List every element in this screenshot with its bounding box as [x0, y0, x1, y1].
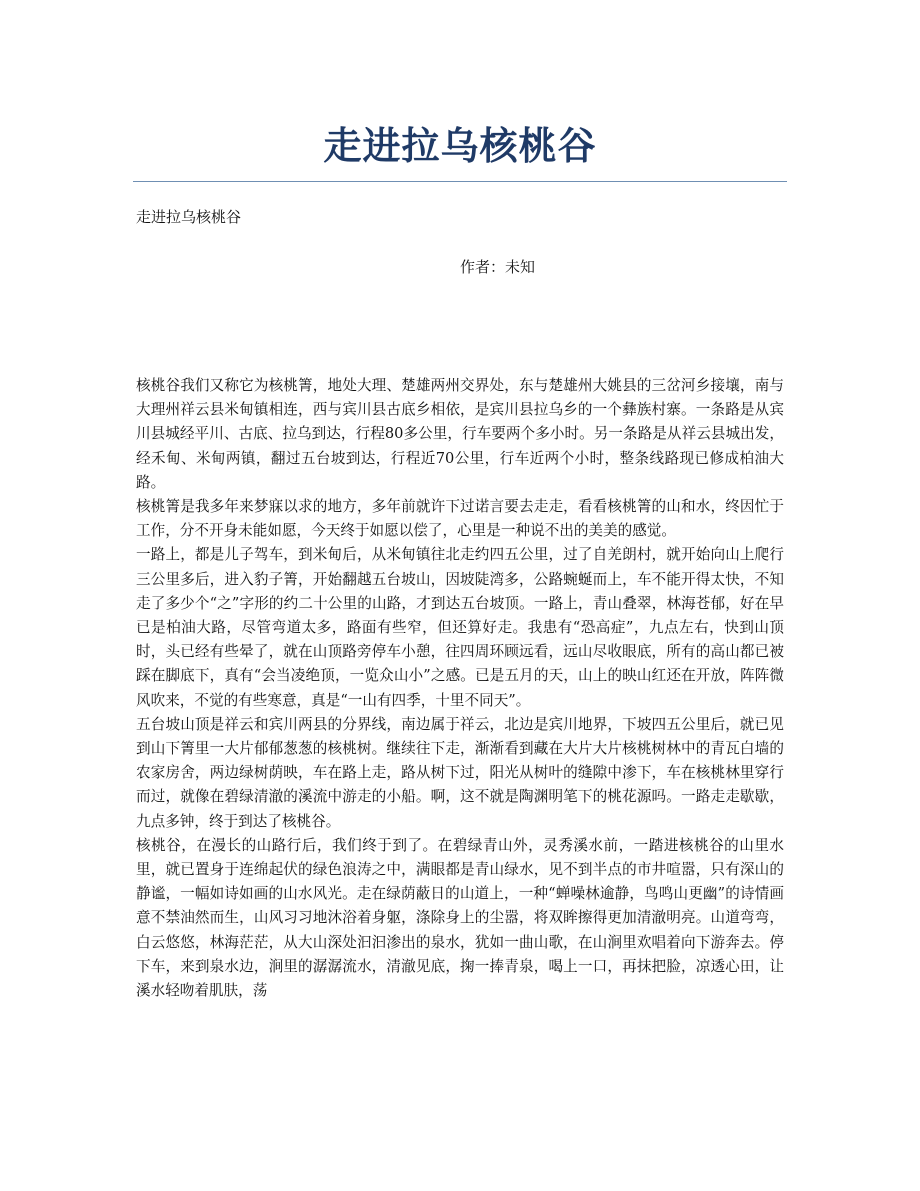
paragraph: 核桃箐是我多年来梦寐以求的地方，多年前就许下过诺言要去走走，看看核桃箐的山和水，终因忙于工作，分不开身未能如愿，今天终于如愿以偿了，心里是一种说不出的美美的感觉。 — [136, 498, 784, 540]
paragraph: 五台坡山顶是祥云和宾川两县的分界线，南边属于祥云，北边是宾川地界，下坡四五公里后，就已见到山下箐里一大片郁郁葱葱的核桃树。继续往下走，渐渐看到藏在大片大片核桃树林中的青瓦白墙的农家房舍，两边绿树荫映，车在路上走，路从树下过，阳光从树叶的缝隙中渗下，车在核桃林里穿行而过，就像在碧绿清澈的溪流中游走的小船。啊，这不就是陶渊明笔下的桃花源吗。一路走走歇歇，九点多钟，终于到达了核桃谷。 — [136, 715, 784, 830]
paragraph: 一路上，都是儿子驾车，到米甸后，从米甸镇往北走约四五公里，过了自羌朗村，就开始向山上爬行三公里多后，进入豹子箐，开始翻越五台坡山，因坡陡湾多，公路蜿蜒而上，车不能开得太快，不知走了多少个“之”字形的约二十公里的山路，才到达五台坡顶。一路上，青山叠翠，林海苍郁，好在早已是柏油大路，尽管弯道太多，路面有些窄，但还算好走。我患有“恐高症”，九点左右，快到山顶时，头已经有些晕了，就在山顶路旁停车小憩，往四周环顾远看，远山尽收眼底，所有的高山都已被踩在脚底下，真有“会当凌绝顶，一览众山小”之感。已是五月的天，山上的映山红还在开放，阵阵微风吹来，不觉的有些寒意，真是“一山有四季，十里不同天”。 — [136, 546, 784, 709]
author-line: 作者：未知 — [460, 258, 536, 276]
article-subtitle: 走进拉乌核桃谷 — [136, 208, 242, 226]
article-body — [136, 374, 784, 1003]
document-title: 走进拉乌核桃谷 — [323, 124, 597, 168]
title-divider — [133, 181, 787, 182]
paragraph: 核桃谷我们又称它为核桃箐，地处大理、楚雄两州交界处，东与楚雄州大姚县的三岔河乡接壤，南与大理州祥云县米甸镇相连，西与宾川县古底乡相依，是宾川县拉乌乡的一个彝族村寨。一条路是从宾川县城经平川、古底、拉乌到达，行程80多公里，行车要两个多小时。另一条路是从祥云县城出发，经禾甸、米甸两镇，翻过五台坡到达，行程近70公里，行车近两个小时，整条线路现已修成柏油大路。 — [136, 377, 784, 491]
paragraph: 核桃谷，在漫长的山路行后，我们终于到了。在碧绿青山外，灵秀溪水前，一踏进核桃谷的山里水里，就已置身于连绵起伏的绿色浪涛之中，满眼都是青山绿水，见不到半点的市井喧嚣，只有深山的静谧，一幅如诗如画的山水风光。走在绿荫蔽日的山道上，一种“蝉噪林逾静，鸟鸣山更幽”的诗情画意不禁油然而生，山风习习地沐浴着身躯，涤除身上的尘嚣，将双眸擦得更加清澈明亮。山道弯弯，白云悠悠，林海茫茫，从大山深处汩汩渗出的泉水，犹如一曲山歌，在山涧里欢唱着向下游奔去。停下车，来到泉水边，涧里的潺潺流水，清澈见底，掬一捧青泉，喝上一口，再抹把脸，凉透心田，让溪水轻吻着肌肤，荡 — [136, 836, 784, 1000]
